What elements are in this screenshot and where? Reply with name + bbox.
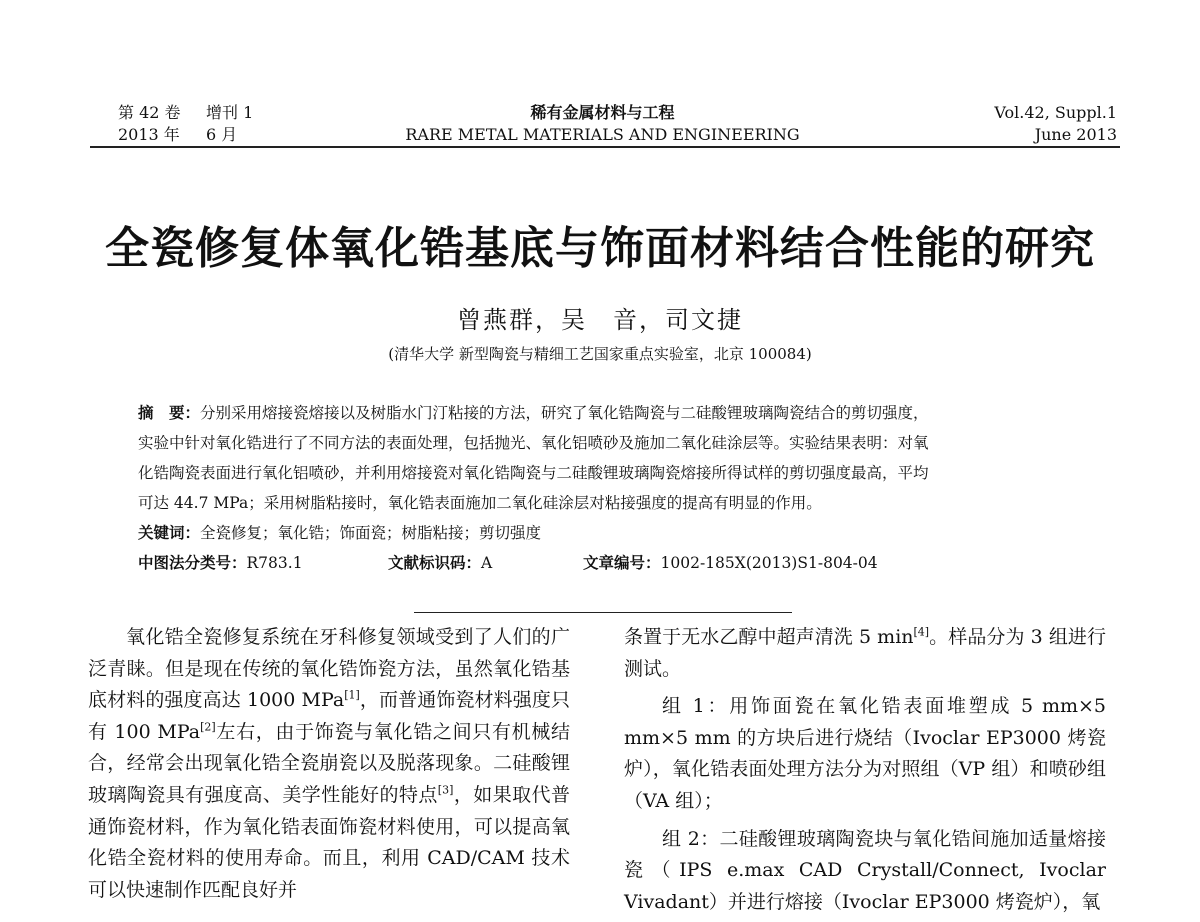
article-number-label: 文章编号： [583, 553, 661, 572]
abstract-block [138, 398, 1083, 578]
header-right [994, 102, 1117, 146]
clc [138, 548, 388, 578]
paper-title: 全瓷修复体氧化锆基底与饰面材料结合性能的研究 [105, 223, 1095, 274]
keywords-text: 全瓷修复；氧化锆；饰面瓷；树脂粘接；剪切强度 [200, 524, 542, 542]
header-left [118, 102, 253, 146]
header-left-row-2 [118, 124, 253, 146]
abstract-separator [414, 612, 792, 613]
citation-3: [3] [437, 783, 454, 797]
doc-code-label: 文献标识码： [388, 553, 482, 572]
left-paragraph-1 [88, 622, 570, 906]
header-rule [90, 146, 1120, 148]
abstract-line-2: 实验中针对氧化锆进行了不同方法的表面处理，包括抛光、氧化铝喷砂及施加二氧化硅涂层等。实验结果表明：对氧 [138, 434, 929, 452]
body-column-right [624, 622, 1106, 918]
year-zh: 2013 年 [118, 125, 180, 144]
affiliation: (清华大学 新型陶瓷与精细工艺国家重点实验室，北京 100084) [388, 345, 812, 363]
citation-4: [4] [913, 625, 930, 639]
date-en: June 2013 [1034, 125, 1117, 144]
abstract-line-4: 可达 44.7 MPa；采用树脂粘接时，氧化锆表面施加二氧化硅涂层对粘接强度的提高有明显的作用。 [138, 494, 822, 512]
authors: 曾燕群，吴 音，司文捷 [457, 306, 743, 334]
keywords-label: 关键词： [138, 523, 201, 542]
left-p1-text-a: 氧化锆全瓷修复系统在牙科修复领域受到了人们的广泛青睐。但是现在传统的氧化锆饰瓷方法，虽然氧化锆基底材料的强度高达 1000 MPa [88, 626, 570, 712]
abstract-line-3: 化锆陶瓷表面进行氧化铝喷砂，并利用熔接瓷对氧化锆陶瓷与二硅酸锂玻璃陶瓷熔接所得试样的剪切强度最高，平均 [138, 464, 929, 482]
left-p1-text-d: ，如果取代普通饰瓷材料，作为氧化锆表面饰瓷材料使用，可以提高氧化锆全瓷材料的使用寿命。而且，利用 CAD/CAM 技术可以快速制作匹配良好并 [88, 783, 570, 901]
header-left-row-1 [118, 102, 253, 124]
right-p1-text-b: 。样品分为 3 组进行测试。 [624, 626, 1106, 680]
right-p1-text-a: 条置于无水乙醇中超声清洗 5 min [624, 626, 914, 648]
article-number-value: 1002-185X(2013)S1-804-04 [660, 554, 878, 572]
journal-name-en: RARE METAL MATERIALS AND ENGINEERING [405, 125, 800, 144]
keywords-line [138, 518, 1083, 548]
abstract-text-1: 分别采用熔接瓷熔接以及树脂水门汀粘接的方法，研究了氧化锆陶瓷与二硅酸锂玻璃陶瓷结合的剪切强度， [200, 404, 929, 422]
article-number [583, 548, 878, 578]
journal-name [330, 102, 875, 146]
body-column-left [88, 622, 570, 906]
clc-label: 中图法分类号： [138, 553, 247, 572]
month-zh: 6 月 [206, 125, 238, 144]
issue-zh: 增刊 1 [206, 103, 254, 122]
right-paragraph-1 [624, 622, 1106, 685]
citation-2: [2] [200, 720, 216, 734]
right-paragraph-2: 组 1：用饰面瓷在氧化锆表面堆塑成 5 mm×5 mm×5 mm 的方块后进行烧结（Ivoclar EP3000 烤瓷炉），氧化锆表面处理方法分为对照组（VP 组）和喷砂组（VA 组）； [624, 695, 1106, 812]
left-p1-text-c: 左右，由于饰瓷与氧化锆之间只有机械结合，经常会出现氧化锆全瓷崩瓷以及脱落现象。二硅酸锂玻璃陶瓷具有强度高、美学性能好的特点 [88, 720, 570, 806]
journal-name-zh: 稀有金属材料与工程 [530, 103, 675, 122]
clc-value: R783.1 [246, 554, 303, 572]
volume-en: Vol.42, Suppl.1 [994, 103, 1117, 122]
doc-code [388, 548, 583, 578]
abstract-label: 摘 要： [138, 403, 201, 422]
classification-line [138, 548, 1083, 578]
right-paragraph-3: 组 2：二硅酸锂玻璃陶瓷块与氧化锆间施加适量熔接瓷（IPS e.max CAD Crystall/Connect, Ivoclar Vivadant）并进行熔接（Ivoclar EP3000 烤瓷炉），氧 [624, 827, 1106, 913]
citation-1: [1] [344, 688, 360, 702]
abstract-line-1 [138, 398, 1083, 428]
doc-code-value: A [481, 554, 493, 572]
left-p1-text-b: ，而普通饰瓷材料强度只有 100 MPa [88, 689, 570, 743]
volume-zh: 第 42 卷 [118, 103, 181, 122]
